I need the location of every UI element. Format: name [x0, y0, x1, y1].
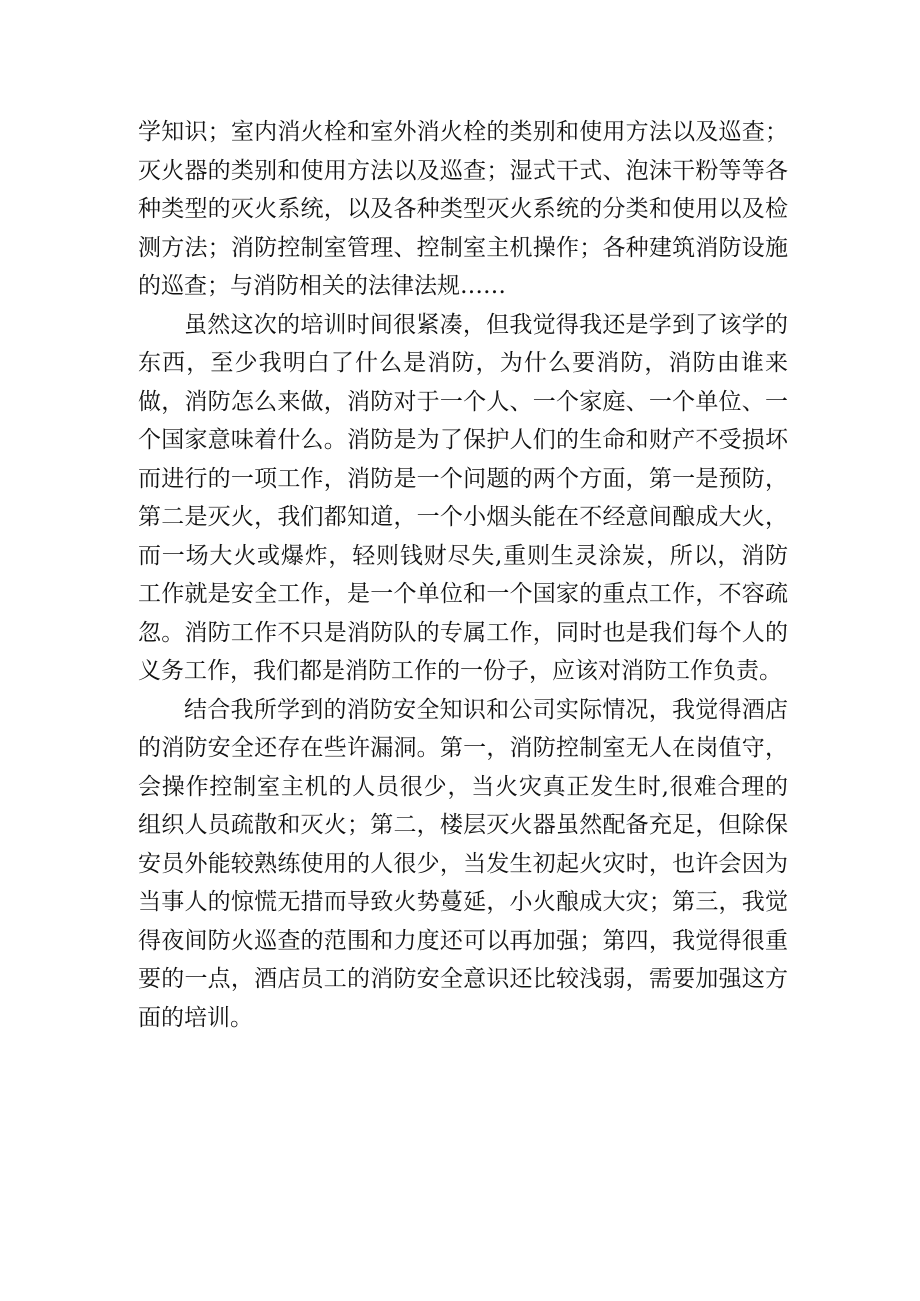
paragraph-1: 学知识；室内消火栓和室外消火栓的类别和使用方法以及巡查；灭火器的类别和使用方法以及巡查；湿式干式、泡沫干粉等等各种类型的灭火系统，以及各种类型灭火系统的分类和使用以及检测方法；消防控制室管理、控制室主机操作；各种建筑消防设施的巡查；与消防相关的法律法规…… [138, 119, 788, 299]
paragraph-3: 结合我所学到的消防安全知识和公司实际情况，我觉得酒店的消防安全还存在些许漏洞。第一，消防控制室无人在岗值守，会操作控制室主机的人员很少，当火灾真正发生时,很难合理的组织人员疏散和灭火；第二，楼层灭火器虽然配备充足，但除保安员外能较熟练使用的人很少，当发生初起火灾时，也许会因为当事人的惊慌无措而导致火势蔓延，小火酿成大灾；第三，我觉得夜间防火巡查的范围和力度还可以再加强；第四，我觉得很重要的一点，酒店员工的消防安全意识还比较浅弱，需要加强这方面的培训。 [138, 696, 788, 1031]
body-text [138, 113, 788, 1037]
paragraph-2: 虽然这次的培训时间很紧凑，但我觉得我还是学到了该学的东西，至少我明白了什么是消防，为什么要消防，消防由谁来做，消防怎么来做，消防对于一个人、一个家庭、一个单位、一个国家意味着什么。消防是为了保护人们的生命和财产不受损坏而进行的一项工作，消防是一个问题的两个方面，第一是预防，第二是灭火，我们都知道，一个小烟头能在不经意间酿成大火，而一场大火或爆炸，轻则钱财尽失,重则生灵涂炭，所以，消防工作就是安全工作，是一个单位和一个国家的重点工作，不容疏忽。消防工作不只是消防队的专属工作，同时也是我们每个人的义务工作，我们都是消防工作的一份子，应该对消防工作负责。 [138, 311, 788, 684]
